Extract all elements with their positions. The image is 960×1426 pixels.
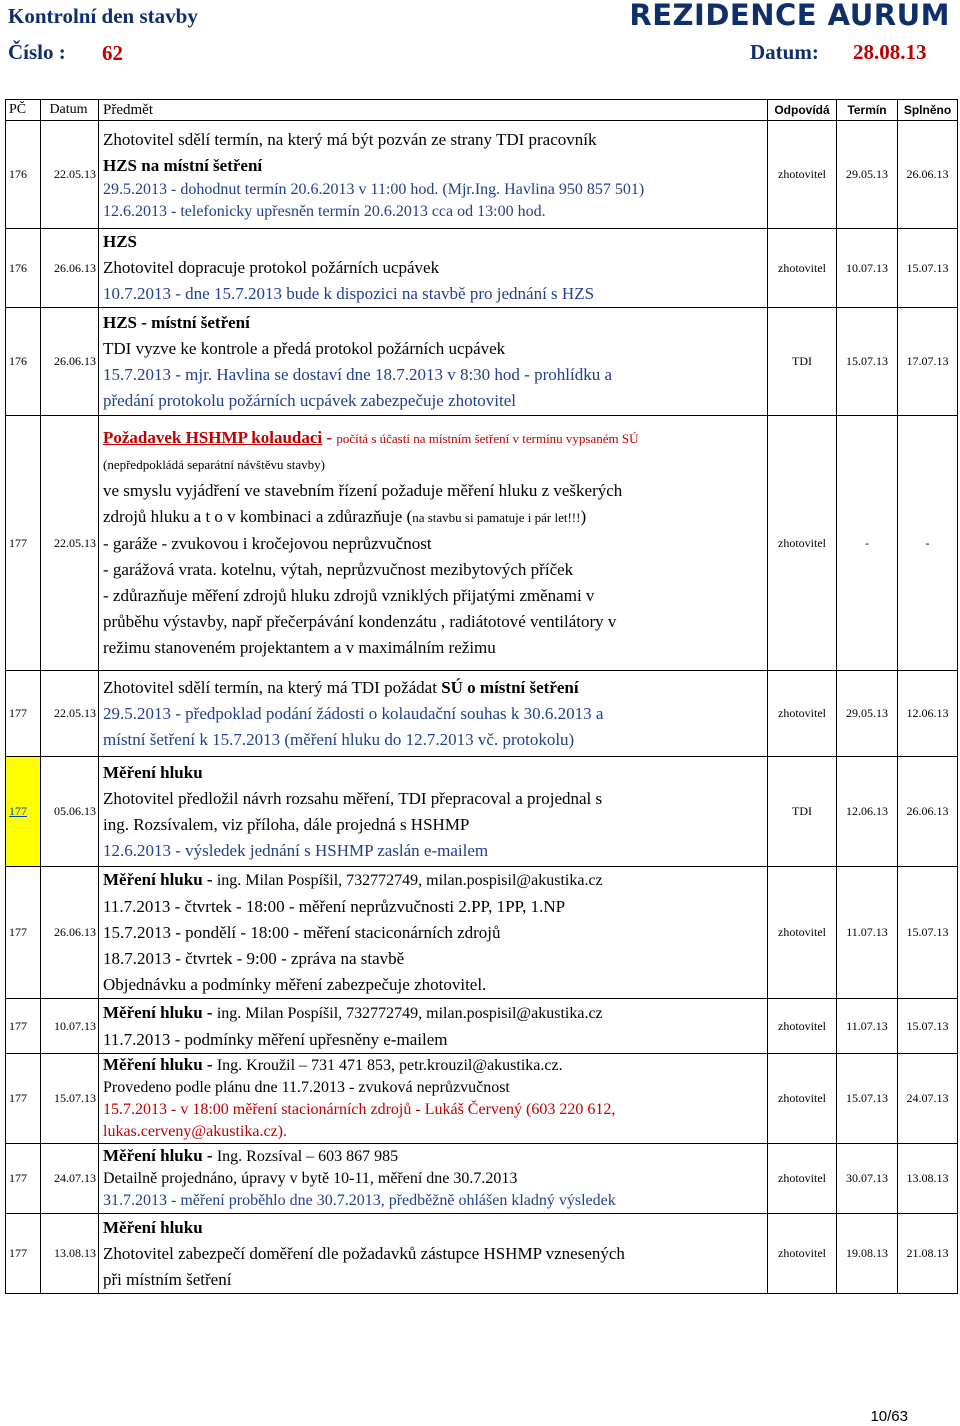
- row-done: 15.07.13: [898, 999, 958, 1054]
- subject-line: 10.7.2013 - dne 15.7.2013 bude k dispozici na stavbě pro jednání s HZS: [103, 284, 595, 303]
- row-responsible: zhotovitel: [768, 1144, 837, 1214]
- header-left-title: Kontrolní den stavby: [8, 4, 198, 28]
- row-done: 26.06.13: [898, 757, 958, 867]
- row-pc: 177: [6, 999, 41, 1054]
- col-due-header: Termín: [837, 100, 898, 121]
- row-subject: [99, 1144, 768, 1214]
- subject-line: Detailně projednáno, úpravy v bytě 10-11, měření dne 30.7.2013: [103, 1170, 518, 1187]
- row-due: 15.07.13: [837, 1054, 898, 1144]
- row-date: 10.07.13: [41, 999, 99, 1054]
- subject-line: 29.5.2013 - dohodnut termín 20.6.2013 v 11:00 hod. (Mjr.Ing. Havlina 950 857 501): [103, 180, 645, 198]
- row-done: 12.06.13: [898, 671, 958, 757]
- subject-line: 12.6.2013 - výsledek jednání s HSHMP zaslán e-mailem: [103, 840, 489, 860]
- row-date: 22.05.13: [41, 416, 99, 671]
- table-row: [6, 671, 958, 757]
- subject-line: HZS: [103, 232, 138, 251]
- row-due: 11.07.13: [837, 867, 898, 999]
- subject-line: 11.7.2013 - podmínky měření upřesněny e-mailem: [103, 1029, 448, 1049]
- row-pc: 176: [6, 121, 41, 229]
- row-due: 12.06.13: [837, 757, 898, 867]
- table-row: [6, 757, 958, 867]
- subject-line: průběhu výstavby, např přečerpávání kondenzátu , radiátotové ventilátory v: [103, 612, 617, 631]
- subject-line: - garážová vrata. kotelnu, výtah, neprůzvučnost mezibytových příček: [103, 560, 574, 579]
- row-done: 24.07.13: [898, 1054, 958, 1144]
- row-pc-link[interactable]: 177: [9, 804, 27, 818]
- subject-line: Měření hluku - Ing. Rozsíval – 603 867 985: [103, 1146, 399, 1165]
- row-subject: [99, 229, 768, 308]
- col-date-header: Datum: [41, 100, 99, 121]
- row-responsible: zhotovitel: [768, 121, 837, 229]
- row-responsible: zhotovitel: [768, 416, 837, 671]
- subject-line: 12.6.2013 - telefonicky upřesněn termín 20.6.2013 cca od 13:00 hod.: [103, 202, 546, 220]
- row-done: 13.08.13: [898, 1144, 958, 1214]
- row-subject: [99, 999, 768, 1054]
- row-due: 30.07.13: [837, 1144, 898, 1214]
- subject-line: zdrojů hluku a t o v kombinaci a zdůrazňuje (na stavbu si pamatuje i pár let!!!): [103, 507, 587, 526]
- number-label: Číslo :: [8, 40, 66, 64]
- row-subject: [99, 1054, 768, 1144]
- row-subject: [99, 1214, 768, 1294]
- row-done: -: [898, 416, 958, 671]
- row-date: 26.06.13: [41, 867, 99, 999]
- row-done: 15.07.13: [898, 867, 958, 999]
- row-due: 11.07.13: [837, 999, 898, 1054]
- requirement-heading: Požadavek HSHMP kolaudaci: [103, 428, 323, 447]
- table-row: [6, 308, 958, 416]
- table-row: [6, 416, 958, 671]
- page-number: 10/63: [870, 1408, 908, 1425]
- table-row: [6, 999, 958, 1054]
- table-row: [6, 229, 958, 308]
- date-label: Datum:: [750, 40, 819, 64]
- subject-line: HZS na místní šetření: [103, 155, 263, 175]
- number-value: 62: [102, 41, 123, 65]
- subject-line: 31.7.2013 - měření proběhlo dne 30.7.2013, předběžně ohlášen kladný výsledek: [103, 1192, 616, 1209]
- subject-line: předání protokolu požárních ucpávek zabezpečuje zhotovitel: [103, 390, 517, 410]
- subject-line: TDI vyzve ke kontrole a předá protokol požárních ucpávek: [103, 338, 506, 358]
- row-pc: 176: [6, 229, 41, 308]
- subject-line: 18.7.2013 - čtvrtek - 9:00 - zpráva na stavbě: [103, 949, 405, 968]
- date-value: 28.08.13: [853, 40, 927, 64]
- row-date: 05.06.13: [41, 757, 99, 867]
- row-done: 17.07.13: [898, 308, 958, 416]
- subject-line: místní šetření k 15.7.2013 (měření hluku do 12.7.2013 vč. protokolu): [103, 729, 575, 749]
- row-date: 22.05.13: [41, 671, 99, 757]
- row-subject: [99, 757, 768, 867]
- subject-line: Měření hluku - ing. Milan Pospíšil, 732772749, milan.pospisil@akustika.cz: [103, 870, 603, 889]
- subject-line: 29.5.2013 - předpoklad podání žádosti o kolaudační souhas k 30.6.2013 a: [103, 703, 604, 723]
- subject-line: Měření hluku - Ing. Kroužil – 731 471 853, petr.krouzil@akustika.cz.: [103, 1055, 563, 1074]
- row-date: 24.07.13: [41, 1144, 99, 1214]
- table-row: [6, 1214, 958, 1294]
- subject-line: Objednávku a podmínky měření zabezpečuje zhotovitel.: [103, 975, 487, 994]
- table-row: [6, 1054, 958, 1144]
- subject-line: ve smyslu vyjádření ve stavebním řízení požaduje měření hluku z veškerých: [103, 481, 623, 500]
- row-pc: 176: [6, 308, 41, 416]
- row-responsible: zhotovitel: [768, 229, 837, 308]
- subject-line: HZS - místní šetření: [103, 312, 250, 332]
- row-due: 19.08.13: [837, 1214, 898, 1294]
- row-subject: [99, 867, 768, 999]
- subject-line: (nepředpokládá separátní návštěvu stavby): [103, 457, 326, 472]
- row-pc: 177: [6, 1214, 41, 1294]
- row-due: 10.07.13: [837, 229, 898, 308]
- subject-line: Měření hluku: [103, 762, 203, 782]
- row-pc: 177: [6, 1054, 41, 1144]
- row-due: 15.07.13: [837, 308, 898, 416]
- subject-line: Provedeno podle plánu dne 11.7.2013 - zvuková neprůzvučnost: [103, 1079, 510, 1096]
- row-due: 29.05.13: [837, 121, 898, 229]
- table-row: [6, 121, 958, 229]
- control-log-table: [5, 99, 958, 1294]
- row-date: 15.07.13: [41, 1054, 99, 1144]
- row-pc: 177: [6, 867, 41, 999]
- subject-line: - zdůrazňuje měření zdrojů hluku zdrojů vzniklých přijatými změnami v: [103, 586, 595, 605]
- row-responsible: TDI: [768, 308, 837, 416]
- col-subject-header: Předmět: [99, 100, 768, 121]
- row-done: 15.07.13: [898, 229, 958, 308]
- subject-line: Zhotovitel sdělí termín, na který má být pozván ze strany TDI pracovník: [103, 129, 597, 149]
- row-responsible: zhotovitel: [768, 867, 837, 999]
- row-responsible: TDI: [768, 757, 837, 867]
- subject-line: Měření hluku: [103, 1217, 203, 1237]
- subject-line: při místním šetření: [103, 1269, 232, 1289]
- row-subject: [99, 416, 768, 671]
- row-pc[interactable]: [6, 757, 41, 867]
- subject-line: Zhotovitel dopracuje protokol požárních ucpávek: [103, 258, 440, 277]
- subject-line: Zhotovitel předložil návrh rozsahu měření, TDI přepracoval a projednal s: [103, 788, 603, 808]
- row-responsible: zhotovitel: [768, 1214, 837, 1294]
- row-subject: [99, 121, 768, 229]
- col-responsible-header: Odpovídá: [768, 100, 837, 121]
- row-responsible: zhotovitel: [768, 1054, 837, 1144]
- requirement-note: počítá s účastí na místním šetření v termínu vypsaném SÚ: [336, 431, 639, 446]
- col-done-header: Splněno: [898, 100, 958, 121]
- row-date: 13.08.13: [41, 1214, 99, 1294]
- row-pc: 177: [6, 671, 41, 757]
- subject-line: - garáže - zvukovou i kročejovou neprůzvučnost: [103, 534, 432, 553]
- subject-line: 11.7.2013 - čtvrtek - 18:00 - měření neprůzvučnosti 2.PP, 1PP, 1.NP: [103, 897, 566, 916]
- row-date: 22.05.13: [41, 121, 99, 229]
- table-row: [6, 867, 958, 999]
- row-subject: [99, 308, 768, 416]
- subject-line: 15.7.2013 - pondělí - 18:00 - měření staciconárních zdrojů: [103, 923, 501, 942]
- subject-line: Měření hluku - ing. Milan Pospíšil, 732772749, milan.pospisil@akustika.cz: [103, 1002, 603, 1022]
- row-due: -: [837, 416, 898, 671]
- row-pc: 177: [6, 416, 41, 671]
- col-pc-header: PČ: [6, 100, 41, 121]
- row-date: 26.06.13: [41, 229, 99, 308]
- row-subject: [99, 671, 768, 757]
- subject-line: Zhotovitel zabezpečí doměření dle požadavků zástupce HSHMP vznesených: [103, 1243, 625, 1263]
- row-pc: 177: [6, 1144, 41, 1214]
- row-done: 26.06.13: [898, 121, 958, 229]
- row-done: 21.08.13: [898, 1214, 958, 1294]
- row-date: 26.06.13: [41, 308, 99, 416]
- row-responsible: zhotovitel: [768, 999, 837, 1054]
- row-responsible: zhotovitel: [768, 671, 837, 757]
- subject-line: ing. Rozsívalem, viz příloha, dále projedná s HSHMP: [103, 814, 470, 834]
- subject-line: lukas.cerveny@akustika.cz).: [103, 1123, 287, 1140]
- table-row: [6, 1144, 958, 1214]
- row-due: 29.05.13: [837, 671, 898, 757]
- subject-line: 15.7.2013 - v 18:00 měření stacionárních zdrojů - Lukáš Červený (603 220 612,: [103, 1101, 616, 1118]
- subject-line: Požadavek HSHMP kolaudaci - počítá s účastí na místním šetření v termínu vypsaném SÚ: [103, 428, 639, 447]
- subject-line: 15.7.2013 - mjr. Havlina se dostaví dne 18.7.2013 v 8:30 hod - prohlídku a: [103, 364, 612, 384]
- header-right-title: REZIDENCE AURUM: [629, 0, 950, 32]
- subject-line: režimu stanoveném projektantem a v maximálním režimu: [103, 638, 496, 657]
- table-header-row: [6, 100, 958, 121]
- subject-line: Zhotovitel sdělí termín, na který má TDI požádat SÚ o místní šetření: [103, 677, 579, 697]
